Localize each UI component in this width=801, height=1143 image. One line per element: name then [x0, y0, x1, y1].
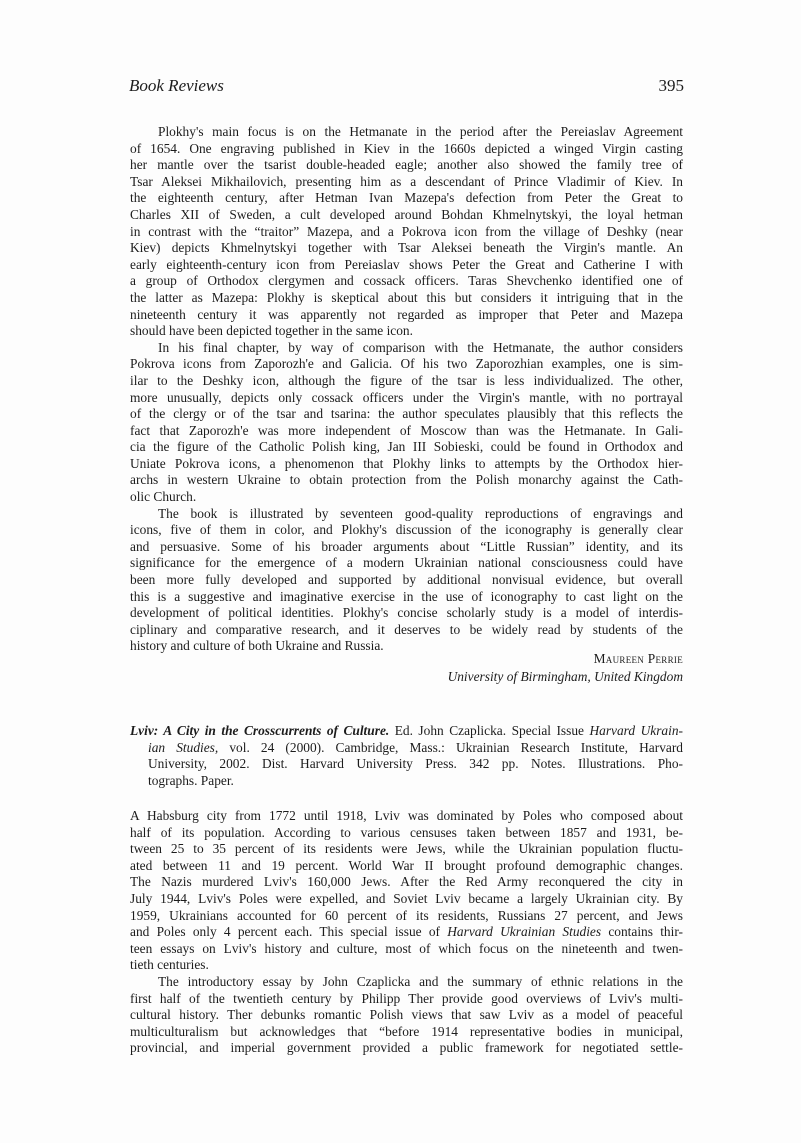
- text-line: 1959, Ukrainians accounted for 60 percent of its residents, Russians 27 percent, and Jews: [130, 907, 683, 923]
- text-line: ated between 11 and 19 percent. World War II brought profound demographic changes.: [130, 857, 683, 873]
- text-line: Tsar Aleksei Mikhailovich, presenting him as a descendant of Prince Vladimir of Kiev. In: [130, 173, 683, 189]
- text-line: multiculturalism but acknowledges that “before 1914 representative bodies in municipal,: [130, 1023, 683, 1039]
- text-line: In his final chapter, by way of comparison with the Hetmanate, the author considers: [158, 339, 683, 355]
- text-line: of the clergy or of the tsar and tsarina: the author speculates plausibly that this reflects the: [130, 406, 683, 422]
- paragraph: [130, 340, 683, 506]
- reviewer-affiliation: University of Birmingham, United Kingdom: [447, 669, 683, 684]
- citation-details: vol. 24 (2000). Cambridge, Mass.: Ukrainian Research Institute, Harvard: [218, 739, 683, 755]
- text-line: a group of Orthodox clergymen and cossack officers. Taras Shevchenko identified one of: [130, 273, 683, 289]
- text-line: been more fully developed and supported by additional nonvisual evidence, but overall: [130, 572, 683, 588]
- citation-publisher: University, 2002. Dist. Harvard University Press. 342 pp. Notes. Illustrations. Pho-: [148, 756, 683, 772]
- text-line: her mantle over the tsarist double-headed eagle; another also showed the family tree of: [130, 157, 683, 173]
- reviewer-signature: [130, 650, 683, 686]
- citation-editor: Ed. John Czaplicka. Special Issue: [389, 723, 590, 738]
- running-head: [129, 76, 684, 100]
- text-line: the eighteenth century, after Hetman Ivan Mazepa's defection from Peter the Great to: [130, 190, 683, 206]
- text-line: and persuasive. Some of his broader arguments about “Little Russian” identity, and its: [130, 538, 683, 554]
- text-line: July 1944, Lviv's Poles were expelled, and Soviet Lviv became a largely Ukrainian city. By: [130, 890, 683, 906]
- text-line: cia the figure of the Catholic Polish king, Jan III Sobieski, could be found in Orthodox and: [130, 439, 683, 455]
- reviewer-name: Maureen Perrie: [593, 651, 683, 666]
- text-line: this is a suggestive and imaginative exercise in the use of iconography to cast light on the: [130, 588, 683, 604]
- text-line: of 1654. One engraving published in Kiev in the 1660s depicted a winged Virgin casting: [130, 140, 683, 156]
- body-line: contains thir-: [601, 924, 683, 940]
- text-line: should have been depicted together in the same icon.: [130, 323, 413, 339]
- text-line: tween 25 to 35 percent of its residents were Jews, while the Ukrainian population fluctu-: [130, 841, 683, 857]
- journal-name: Harvard Ukrain-: [589, 723, 683, 738]
- text-line: Kiev) depicts Khmelnytskyi together with Tsar Aleksei beneath the Virgin's mantle. An: [130, 240, 683, 256]
- journal-name-cont: ian Studies,: [148, 739, 219, 755]
- text-line: significance for the emergence of a modern Ukrainian national consciousness could have: [130, 555, 683, 571]
- text-line: olic Church.: [130, 489, 197, 505]
- text-line: archs in western Ukraine to obtain protection from the Polish monarchy against the Cath-: [130, 472, 683, 488]
- text-line: first half of the twentieth century by Philipp Ther provide good overviews of Lviv's multi-: [130, 990, 683, 1006]
- text-line: The Nazis murdered Lviv's 160,000 Jews. After the Red Army reconquered the city in: [130, 874, 683, 890]
- text-line: The introductory essay by John Czaplicka and the summary of ethnic relations in the: [158, 973, 683, 989]
- text-line: early eighteenth-century icon from Pereiaslav shows Peter the Great and Catherine I with: [130, 256, 683, 272]
- text-line: Charles XII of Sweden, a cult developed around Bohdan Khmelnytskyi, the loyal hetman: [130, 206, 683, 222]
- text-line: nineteenth century it was apparently not regarded as improper that Peter and Mazepa: [130, 306, 683, 322]
- page-number: 395: [658, 76, 684, 95]
- text-line: Plokhy's main focus is on the Hetmanate in the period after the Pereiaslav Agreement: [158, 124, 683, 139]
- text-line: cultural history. Ther debunks romantic Polish views that saw Lviv as a model of peaceful: [130, 1007, 683, 1023]
- text-line: ilar to the Deshky icon, although the figure of the tsar is less individualized. The other,: [130, 372, 683, 388]
- text-line: in contrast with the “traitor” Mazepa, and a Pokrova icon from the village of Deshky (near: [130, 223, 683, 239]
- text-line: The book is illustrated by seventeen good-quality reproductions of engravings and: [158, 505, 683, 521]
- review-2-citation: [130, 723, 683, 789]
- text-line: tieth centuries.: [130, 957, 209, 973]
- text-line: provincial, and imperial government provided a public framework for negotiated settle-: [130, 1040, 683, 1056]
- text-line: history and culture of both Ukraine and Russia.: [130, 638, 384, 654]
- paragraph: [130, 506, 683, 655]
- text-line: Pokrova icons from Zaporozh'e and Galicia. Of his two Zaporozhian examples, one is sim-: [130, 356, 683, 372]
- text-line: more unusually, depicts only cossack officers under the Virgin's mantle, with no portrayal: [130, 389, 683, 405]
- text-line: fact that Zaporozh'e was more independent of Moscow than was the Hetmanate. In Gali-: [130, 422, 683, 438]
- text-line: development of political identities. Plokhy's concise scholarly study is a model of interdis-: [130, 605, 683, 621]
- book-title: Lviv: A City in the Crosscurrents of Culture.: [130, 723, 390, 738]
- text-line: teen essays on Lviv's history and culture, most of which focus on the nineteenth and twen-: [130, 940, 683, 956]
- text-line: ciplinary and comparative research, and it deserves to be widely read by students of the: [130, 621, 683, 637]
- text-line: half of its population. According to various censuses taken between 1857 and 1931, be-: [130, 824, 683, 840]
- text-line: Uniate Pokrova icons, a phenomenon that Plokhy links to attempts by the Orthodox hier-: [130, 455, 683, 471]
- journal-reference: Harvard Ukrainian Studies: [447, 924, 602, 940]
- review-1-body: [130, 124, 683, 655]
- review-2-body: [130, 808, 683, 1057]
- text-line: A Habsburg city from 1772 until 1918, Lviv was dominated by Poles who composed about: [130, 808, 683, 823]
- section-title: Book Reviews: [129, 76, 224, 95]
- citation-format: tographs. Paper.: [148, 772, 234, 788]
- text-line: icons, five of them in color, and Plokhy's discussion of the iconography is generally clear: [130, 522, 683, 538]
- body-line: and Poles only 4 percent each. This special issue of: [130, 924, 448, 940]
- paragraph: [130, 124, 683, 340]
- text-line: the latter as Mazepa: Plokhy is skeptical about this but considers it intriguing that in the: [130, 289, 683, 305]
